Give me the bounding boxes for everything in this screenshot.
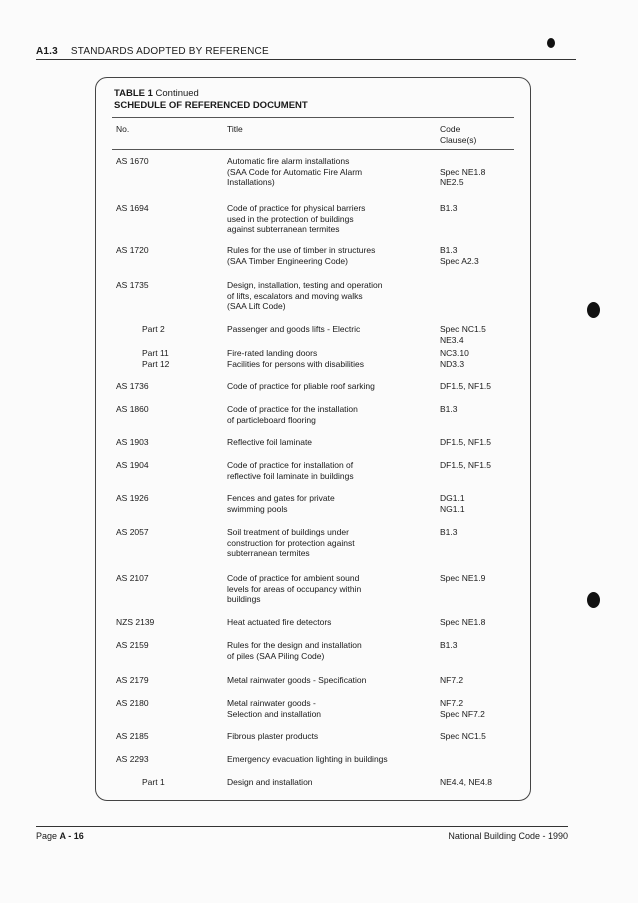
code-clauses [440, 640, 530, 651]
column-header-title: Title [227, 124, 243, 134]
title-line: Design and installation [227, 777, 313, 787]
title-line: against subterranean termites [227, 224, 340, 234]
table-label-continued: Continued [155, 88, 199, 99]
clause-line: NF7.2 [440, 698, 464, 708]
code-clauses [440, 777, 530, 788]
title-line: Rules for the design and installation [227, 640, 362, 650]
standard-number: AS 2179 [116, 675, 149, 685]
clause-line: Spec A2.3 [440, 255, 479, 266]
title-line: Reflective foil laminate [227, 437, 313, 447]
standard-number: Part 2 [142, 324, 165, 334]
table-label: TABLE 1 [114, 88, 153, 99]
clause-line: B1.3 [440, 640, 458, 650]
code-clauses [440, 437, 530, 448]
title-line: Code of practice for pliable roof sarking [227, 381, 375, 391]
title-line: Selection and installation [227, 708, 322, 719]
title-line: Code of practice for ambient sound [227, 573, 360, 583]
code-clauses [440, 203, 530, 214]
clause-line: B1.3 [440, 203, 458, 213]
binder-hole-mark [547, 38, 555, 48]
standard-number: AS 1720 [116, 245, 149, 255]
code-clauses [440, 675, 530, 686]
title-line: Metal rainwater goods - Specification [227, 675, 367, 685]
standard-title [227, 777, 427, 788]
code-clauses [440, 527, 530, 538]
clause-line: Spec NE1.9 [440, 573, 486, 583]
code-clauses [440, 359, 530, 370]
code-clauses [440, 493, 530, 514]
code-clauses [440, 156, 530, 188]
standard-title [227, 640, 427, 661]
title-line: Fences and gates for private [227, 493, 335, 503]
title-line: Soil treatment of buildings under [227, 527, 349, 537]
standard-title [227, 731, 427, 742]
standard-title [227, 617, 427, 628]
standard-number: AS 2107 [116, 573, 149, 583]
title-line: levels for areas of occupancy within [227, 583, 362, 594]
clause-line: DF1.5, NF1.5 [440, 381, 492, 391]
title-line: (SAA Code for Automatic Fire Alarm [227, 166, 363, 177]
title-line: used in the protection of buildings [227, 213, 354, 224]
standard-number: AS 2185 [116, 731, 149, 741]
page-footer [36, 826, 568, 841]
title-line: buildings [227, 594, 261, 604]
standard-title [227, 404, 427, 425]
standard-number: AS 2180 [116, 698, 149, 708]
standard-title [227, 280, 427, 312]
clause-line: NG1.1 [440, 503, 465, 514]
table-header-rule [112, 149, 514, 150]
standard-number: AS 1903 [116, 437, 149, 447]
standard-title [227, 573, 427, 605]
title-line: Fire-rated landing doors [227, 348, 318, 358]
clause-line: Spec NF7.2 [440, 708, 485, 719]
title-line: Installations) [227, 177, 275, 187]
standard-number: AS 2159 [116, 640, 149, 650]
standard-number: Part 12 [142, 359, 170, 369]
title-line: (SAA Lift Code) [227, 301, 286, 311]
title-line: of piles (SAA Piling Code) [227, 650, 325, 661]
standard-title [227, 359, 427, 370]
standard-title [227, 348, 427, 359]
code-clauses [440, 698, 530, 719]
title-line: Fibrous plaster products [227, 731, 319, 741]
table-heading [114, 88, 308, 112]
standard-number: AS 1860 [116, 404, 149, 414]
title-line: Heat actuated fire detectors [227, 617, 332, 627]
standard-number: AS 2293 [116, 754, 149, 764]
title-line: Automatic fire alarm installations [227, 156, 350, 166]
standard-title [227, 698, 427, 719]
standard-number: NZS 2139 [116, 617, 155, 627]
standard-title [227, 324, 427, 335]
clause-line: B1.3 [440, 245, 458, 255]
standard-number: Part 11 [142, 348, 169, 358]
clause-line: Spec NC1.5 [440, 324, 486, 334]
table-top-rule [112, 117, 514, 118]
code-clauses [440, 245, 530, 266]
clause-line: NC3.10 [440, 348, 469, 358]
clause-line: ND3.3 [440, 359, 465, 369]
standard-title [227, 754, 427, 765]
title-line: Rules for the use of timber in structures [227, 245, 376, 255]
title-line: Code of practice for physical barriers [227, 203, 366, 213]
table-title: SCHEDULE OF REFERENCED DOCUMENT [114, 100, 308, 111]
title-line: swimming pools [227, 503, 288, 514]
standard-title [227, 460, 427, 481]
standard-title [227, 437, 427, 448]
clause-line: Spec NC1.5 [440, 731, 486, 741]
standard-title [227, 156, 427, 188]
section-title: STANDARDS ADOPTED BY REFERENCE [70, 46, 269, 57]
code-clauses [440, 324, 530, 345]
standard-number: AS 1735 [116, 280, 149, 290]
title-line: Code of practice for the installation [227, 404, 358, 414]
page-label: Page [36, 831, 58, 841]
clause-line: B1.3 [440, 404, 458, 414]
binder-hole-mark [587, 592, 600, 608]
clause-line [440, 156, 530, 167]
title-line: Code of practice for installation of [227, 460, 354, 470]
clause-line: DG1.1 [440, 493, 465, 503]
title-line: (SAA Timber Engineering Code) [227, 255, 348, 266]
clause-line: NF7.2 [440, 675, 464, 685]
title-line: reflective foil laminate in buildings [227, 470, 354, 481]
standard-title [227, 381, 427, 392]
code-clauses [440, 460, 530, 471]
standard-number: AS 1694 [116, 203, 149, 213]
title-line: Metal rainwater goods - [227, 698, 316, 708]
code-clauses [440, 404, 530, 415]
title-line: Emergency evacuation lighting in buildings [227, 754, 388, 764]
clause-line: NE4.4, NE4.8 [440, 777, 492, 787]
clause-line: NE3.4 [440, 334, 464, 345]
code-clauses [440, 573, 530, 584]
standard-number: AS 2057 [116, 527, 149, 537]
clause-line: B1.3 [440, 527, 458, 537]
publication-title: National Building Code - 1990 [448, 831, 568, 841]
standard-title [227, 203, 427, 235]
clause-line: Spec NE1.8 [440, 166, 486, 177]
standard-number: AS 1736 [116, 381, 149, 391]
column-header-no: No. [116, 124, 130, 134]
standard-title [227, 527, 427, 559]
standard-number: AS 1926 [116, 493, 149, 503]
title-line: Design, installation, testing and operation [227, 280, 383, 290]
code-clauses [440, 731, 530, 742]
title-line: of particleboard flooring [227, 414, 316, 425]
standard-number: AS 1670 [116, 156, 149, 166]
title-line: Passenger and goods lifts - Electric [227, 324, 361, 334]
page-number: A - 16 [59, 831, 84, 841]
title-line: subterranean termites [227, 548, 310, 558]
code-clauses [440, 348, 530, 359]
section-header [36, 46, 576, 60]
clause-line: DF1.5, NF1.5 [440, 437, 492, 447]
standard-number: AS 1904 [116, 460, 149, 470]
code-clauses [440, 381, 530, 392]
column-header-code: Code Clause(s) [440, 124, 477, 145]
code-clauses [440, 617, 530, 628]
standard-title [227, 245, 427, 266]
clause-line: Spec NE1.8 [440, 617, 486, 627]
title-line: Facilities for persons with disabilities [227, 359, 364, 369]
clause-line: DF1.5, NF1.5 [440, 460, 492, 470]
binder-hole-mark [587, 302, 600, 318]
standard-number: Part 1 [142, 777, 165, 787]
standard-title [227, 675, 427, 686]
standard-title [227, 493, 427, 514]
title-line: of lifts, escalators and moving walks [227, 290, 363, 301]
clause-line: NE2.5 [440, 177, 464, 187]
title-line: construction for protection against [227, 537, 355, 548]
section-number: A1.3 [36, 46, 58, 57]
